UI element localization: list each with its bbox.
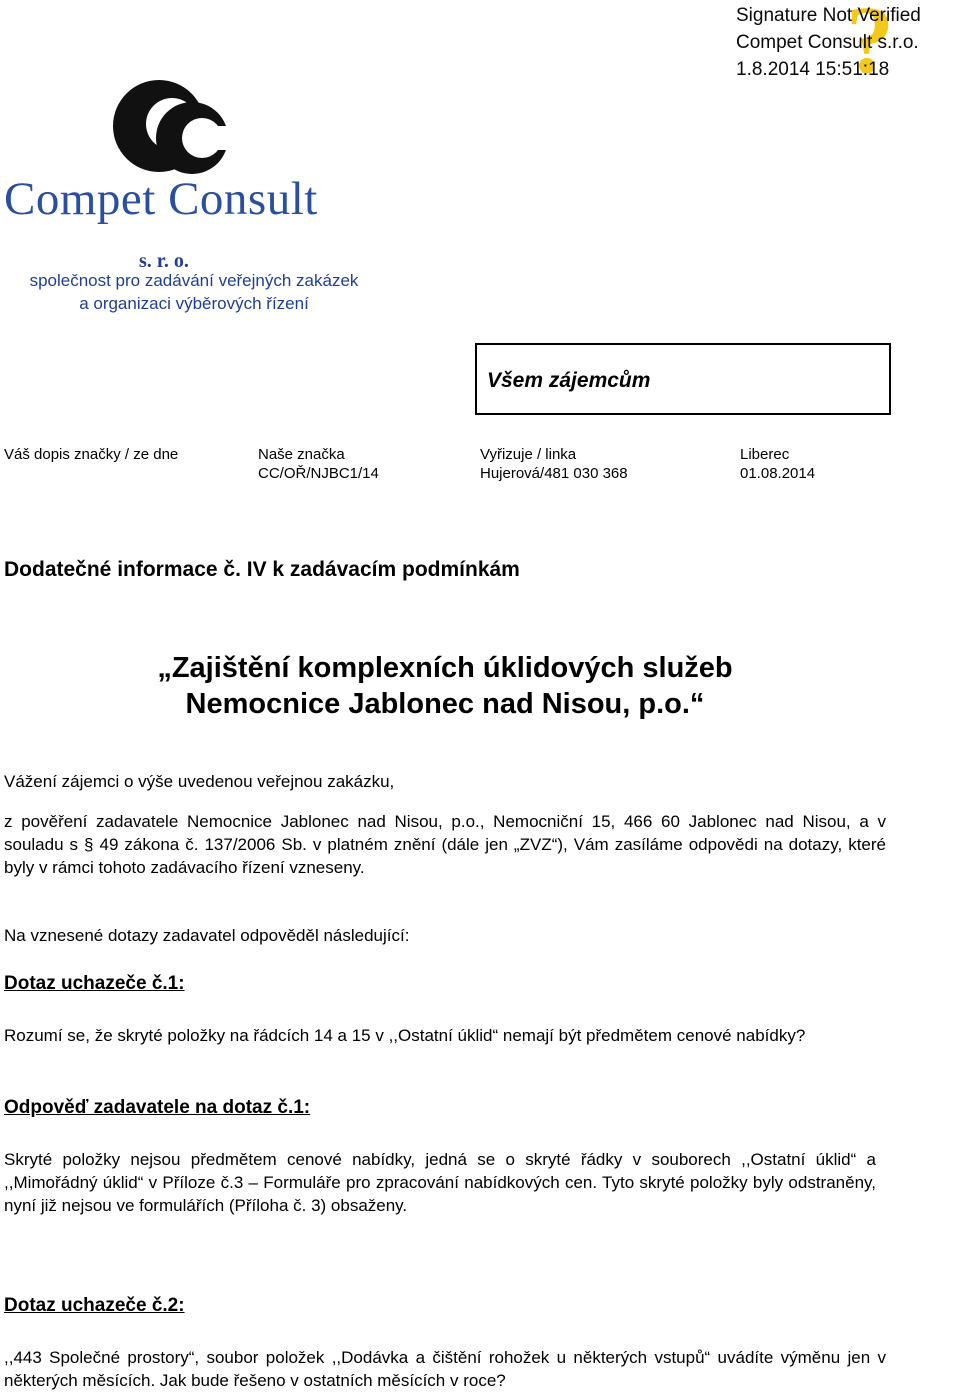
signature-timestamp: 1.8.2014 15:51:18 xyxy=(736,59,890,80)
document-title: Dodatečné informace č. IV k zadávacím podmínkám xyxy=(4,558,520,581)
subject-line1: „Zajištění komplexních úklidových služeb xyxy=(157,652,733,684)
question1-heading: Dotaz uchazeče č.1: xyxy=(4,973,185,994)
recipient-box xyxy=(475,343,891,415)
place-label: Liberec xyxy=(740,446,790,463)
our-ref-label: Naše značka xyxy=(258,446,345,463)
signature-stamp xyxy=(736,2,921,83)
question1-text: Rozumí se, že skryté položky na řádcích 14 a 15 v ,,Ostatní úklid“ nemají být předmětem cenové nabídky? xyxy=(4,1026,806,1045)
salutation: Vážení zájemci o výše uvedenou veřejnou zakázku, xyxy=(4,772,395,791)
signature-question-mark-icon: ? xyxy=(846,0,894,93)
lead-text: Na vznesené dotazy zadavatel odpověděl následující: xyxy=(4,926,410,945)
intro-paragraph: z pověření zadavatele Nemocnice Jablonec nad Nisou, p.o., Nemocniční 15, 466 60 Jablonec nad Nisou, a v souladu s § 49 zákona č. 137/2006 Sb. v platném znění (dále jen „ZVZ“), Vám zasíláme odpovědi na dotazy, které byly v rámci tohoto zadávacího řízení vzneseny. xyxy=(4,812,886,877)
signature-status: Signature Not Verified xyxy=(736,5,921,26)
recipient: Všem zájemcům xyxy=(487,369,651,392)
company-tagline-line1: společnost pro zadávání veřejných zakázek xyxy=(29,271,359,290)
subject-line2: Nemocnice Jablonec nad Nisou, p.o.“ xyxy=(185,688,705,720)
your-ref-label: Váš dopis značky / ze dne xyxy=(4,446,179,463)
answer1-heading: Odpověď zadavatele na dotaz č.1: xyxy=(4,1097,311,1118)
our-ref-value: CC/OŘ/NJBC1/14 xyxy=(258,465,379,482)
letter-date: 01.08.2014 xyxy=(740,465,816,482)
question2-text: ,,443 Společné prostory“, soubor položek ,,Dodávka a čištění rohožek u některých vstupů“ uvádíte výměnu jen v některých měsících. Jak bude řešeno v ostatních měsících v roce? xyxy=(4,1348,886,1390)
handler-label: Vyřizuje / linka xyxy=(480,446,577,463)
answer1-text: Skryté položky nejsou předmětem cenové nabídky, jedná se o skryté řádky v souborech ,,Ostatní úklid“ a ,,Mimořádný úklid“ v Příloze č.3 – Formuláře pro zpracování nabídkových cen. Tyto skryté položky byly odstraněny, nyní již nejsou ve formulářích (Příloha č. 3) obsaženy. xyxy=(4,1150,876,1215)
logo-legal-form: s. r. o. xyxy=(139,250,189,272)
logo-cc-mark-icon xyxy=(113,80,230,174)
question2-heading: Dotaz uchazeče č.2: xyxy=(4,1295,185,1316)
handler-value: Hujerová/481 030 368 xyxy=(480,465,628,482)
company-tagline-line2: a organizaci výběrových řízení xyxy=(79,294,309,313)
logo-wordmark: Compet Consult xyxy=(4,173,318,225)
signature-signer: Compet Consult s.r.o. xyxy=(736,32,919,53)
